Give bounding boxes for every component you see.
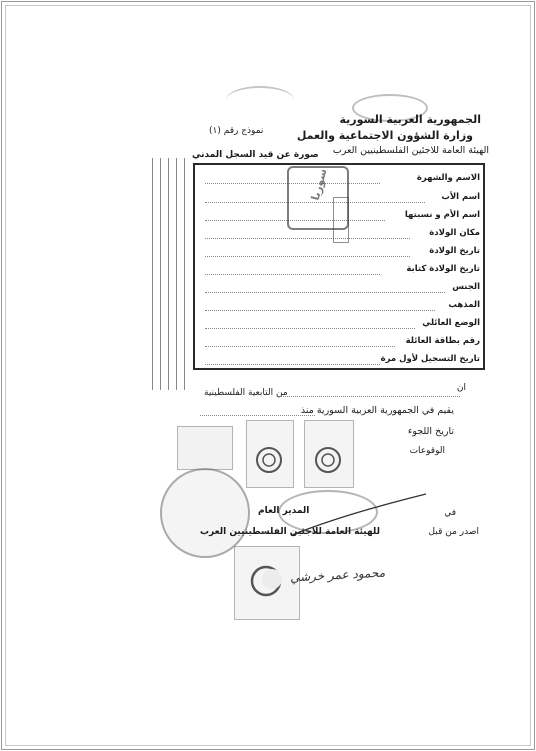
- ministry-heading: وزارة الشؤون الاجتماعية والعمل: [296, 129, 473, 142]
- round-seal-left: [160, 468, 250, 558]
- authority-heading: الهيئة العامة للاجئين الفلسطينيين العرب: [332, 145, 489, 156]
- field-family-card: رقم بطاقة العائلة: [405, 336, 480, 346]
- side-line-4: [176, 158, 177, 390]
- field-sex-line: [205, 292, 445, 293]
- field-first-registration: تاريخ التسجيل لأول مرة: [380, 354, 480, 364]
- field-religion-line: [205, 310, 435, 311]
- oval-stamp-text: سوريا: [308, 167, 330, 202]
- form-number: نموذج رقم (١): [209, 126, 264, 136]
- field-birthplace: مكان الولادة: [429, 228, 480, 238]
- field-name: الاسم والشهرة: [416, 173, 480, 183]
- emblem-icon-1: [252, 440, 286, 480]
- document-title: صورة عن قيد السجل المدني: [192, 150, 319, 160]
- field-birthdate-written: تاريخ الولادة كتابة: [406, 264, 480, 274]
- field-religion: المذهب: [448, 300, 480, 310]
- field-birthdate-line: [205, 256, 410, 257]
- residing-label: يقيم في الجمهورية العربية السورية منذ: [300, 405, 454, 416]
- field-birthplace-line: [205, 238, 410, 239]
- field-first-registration-line: [205, 364, 380, 365]
- field-family-card-line: [205, 346, 395, 347]
- side-line-5: [184, 158, 185, 390]
- field-birthdate-written-line: [205, 274, 380, 275]
- field-mother: اسم الأم و نسبتها: [404, 210, 480, 220]
- field-father: اسم الأب: [441, 192, 480, 202]
- oval-stamp-inner: [333, 197, 349, 243]
- field-sex: الجنس: [452, 282, 480, 292]
- events-label: الوقوعات: [409, 446, 445, 456]
- field-marital: الوضع العائلي: [422, 318, 480, 328]
- an-line: [280, 396, 460, 397]
- side-line-3: [168, 158, 169, 390]
- authority-signature-line: للهيئة العامة للاجئين الفلسطينيين العرب: [200, 527, 380, 537]
- fi-label: في: [444, 508, 456, 518]
- republic-heading: الجمهورية العربية السورية: [339, 113, 481, 126]
- side-line-1: [152, 158, 153, 390]
- field-birthdate: تاريخ الولادة: [429, 246, 480, 256]
- signature-stroke: [290, 490, 430, 550]
- residing-line: [200, 415, 315, 416]
- crescent-icon: [246, 558, 286, 604]
- nationality-label: من التابعية الفلسطينية: [204, 388, 288, 398]
- emblem-icon-2: [311, 440, 345, 480]
- signature-name: محمود عمر خرشي: [289, 565, 386, 585]
- an-label: ان: [456, 383, 466, 393]
- top-left-faint-stamp: [226, 86, 294, 114]
- issued-by-label: اصدر من قبل: [428, 527, 479, 537]
- revenue-stamp-1: [177, 426, 233, 470]
- asylum-date-label: تاريخ اللجوء: [407, 426, 454, 437]
- side-line-2: [160, 158, 161, 390]
- side-note-block: [148, 158, 188, 390]
- director-title: المدير العام: [258, 506, 310, 516]
- field-marital-line: [205, 328, 415, 329]
